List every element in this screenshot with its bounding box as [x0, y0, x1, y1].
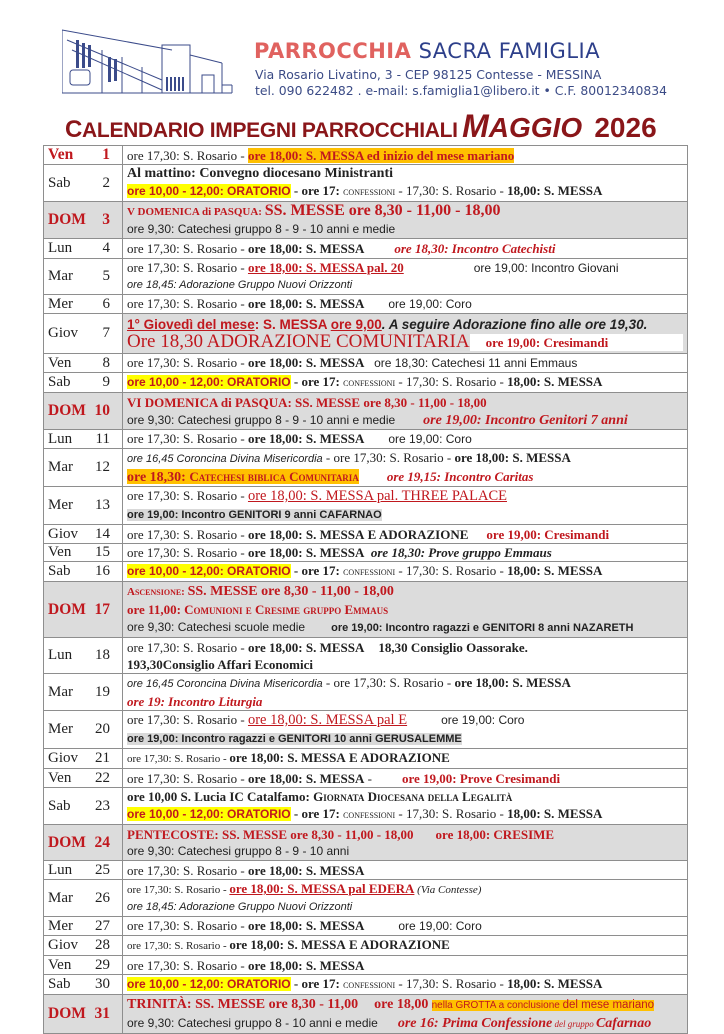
- events-cell: TRINITÀ: SS. MESSE ore 8,30 - 11,00 ore 18,00 nella GROTTA a conclusione del mese mariano ore 9,30: Catechesi gruppo 8 - 10 anni e medie ore 16: Prima Confessione del gruppo Cafarnao: [123, 995, 688, 1034]
- table-row: [44, 202, 688, 239]
- table-row: [44, 295, 688, 314]
- events-cell: ore 10,00 S. Lucia IC Catalfamo: Giornata Diocesana della Legalità ore 10,00 - 12,00: ORATORIO - ore 17: confessioni - 17,30: S. Rosario - 18,00: S. MESSA: [123, 788, 688, 825]
- table-row: [44, 638, 688, 674]
- events-cell: ore 17,30: S. Rosario - ore 18,00: S. MESSA pal. 20 ore 19,00: Incontro Giovani ore 18,45: Adorazione Gruppo Nuovi Orizzonti: [123, 259, 688, 295]
- day-cell: Mar 19: [44, 674, 123, 711]
- day-cell: Mer 6: [44, 295, 123, 314]
- table-row: [44, 449, 688, 487]
- events-cell: ore 17,30: S. Rosario - ore 18,00: S. MESSA pal EDERA (Via Contesse) ore 18,45: Adorazione Gruppo Nuovi Orizzonti: [123, 880, 688, 917]
- table-row: [44, 525, 688, 544]
- events-cell: ore 16,45 Coroncina Divina Misericordia - ore 17,30: S. Rosario - ore 18,00: S. MESSA ore 19: Incontro Liturgia: [123, 674, 688, 711]
- day-cell: Lun 25: [44, 861, 123, 880]
- table-row: [44, 582, 688, 638]
- table-row: [44, 788, 688, 825]
- events-cell: ore 17,30: S. Rosario - ore 18,00: S. MESSA ore 18,30: Prove gruppo Emmaus: [123, 544, 688, 562]
- events-cell: ore 17,30: S. Rosario - ore 18,00: S. MESSA pal. THREE PALACE ore 19,00: Incontro GENITORI 9 anni CAFARNAO: [123, 487, 688, 525]
- day-cell: Sab 9: [44, 373, 123, 393]
- day-cell: Giov 21: [44, 749, 123, 769]
- table-row: [44, 239, 688, 259]
- table-row: [44, 259, 688, 295]
- events-cell: ore 10,00 - 12,00: ORATORIO - ore 17: confessioni - 17,30: S. Rosario - 18,00: S. MESSA: [123, 373, 688, 393]
- table-row: [44, 544, 688, 562]
- table-row: [44, 146, 688, 165]
- events-cell: ore 16,45 Coroncina Divina Misericordia - ore 17,30: S. Rosario - ore 18,00: S. MESSA ore 18,30: Catechesi biblica Comunitaria ore 19,15: Incontro Caritas: [123, 449, 688, 487]
- table-row: [44, 825, 688, 861]
- page-title: CALENDARIO IMPEGNI PARROCCHIALI MAGGIO 2026: [65, 108, 657, 144]
- parish-contacts: tel. 090 622482 . e-mail: s.famiglia1@libero.it • C.F. 80012340834: [255, 83, 668, 98]
- day-cell: Mer 13: [44, 487, 123, 525]
- events-cell: V DOMENICA di PASQUA: SS. MESSE ore 8,30 - 11,00 - 18,00 ore 9,30: Catechesi gruppo 8 - 9 - 10 anni e medie: [123, 202, 688, 239]
- events-cell: ore 17,30: S. Rosario - ore 18,00: S. MESSA ore 19,00: Coro: [123, 917, 688, 936]
- day-cell: Mar 12: [44, 449, 123, 487]
- table-row: [44, 165, 688, 202]
- day-cell: Giov 7: [44, 314, 123, 354]
- day-cell: Sab 2: [44, 165, 123, 202]
- events-cell: ore 17,30: S. Rosario - ore 18,00: S. MESSA: [123, 861, 688, 880]
- events-cell: VI DOMENICA di PASQUA: SS. MESSE ore 8,30 - 11,00 - 18,00 ore 9,30: Catechesi gruppo 8 - 9 - 10 anni e medie ore 19,00: Incontro Genitori 7 anni: [123, 393, 688, 430]
- events-cell: 1° Giovedì del mese: S. MESSA ore 9,00. A seguire Adorazione fino alle ore 19,30. Ore 18,30 ADORAZIONE COMUNITARIA ore 19,00: Cresimandi: [123, 314, 688, 354]
- events-cell: PENTECOSTE: SS. MESSE ore 8,30 - 11,00 - 18,00 ore 18,00: CRESIME ore 9,30: Catechesi gruppo 8 - 9 - 10 anni: [123, 825, 688, 861]
- events-cell: ore 10,00 - 12,00: ORATORIO - ore 17: confessioni - 17,30: S. Rosario - 18,00: S. MESSA: [123, 562, 688, 582]
- table-row: [44, 880, 688, 917]
- day-cell: DOM 31: [44, 995, 123, 1034]
- events-cell: ore 17,30: S. Rosario - ore 18,00: S. MESSA - ore 19,00: Prove Cresimandi: [123, 769, 688, 788]
- events-cell: ore 17,30: S. Rosario - ore 18,00: S. MESSA ore 19,00: Coro: [123, 430, 688, 449]
- events-cell: ore 17,30: S. Rosario - ore 18,00: S. MESSA E ADORAZIONE: [123, 749, 688, 769]
- table-row: [44, 373, 688, 393]
- day-cell: Lun 11: [44, 430, 123, 449]
- table-row: [44, 769, 688, 788]
- day-cell: DOM 17: [44, 582, 123, 638]
- table-row: [44, 995, 688, 1034]
- table-row: [44, 487, 688, 525]
- parish-address: Via Rosario Livatino, 3 - CEP 98125 Contesse - MESSINA: [255, 67, 602, 82]
- day-cell: Lun 4: [44, 239, 123, 259]
- day-cell: DOM 3: [44, 202, 123, 239]
- day-cell: Ven 22: [44, 769, 123, 788]
- day-cell: Sab 23: [44, 788, 123, 825]
- day-cell: Mer 27: [44, 917, 123, 936]
- events-cell: ore 17,30: S. Rosario - ore 18,00: S. MESSA E ADORAZIONE: [123, 936, 688, 956]
- table-row: [44, 749, 688, 769]
- day-cell: Mar 26: [44, 880, 123, 917]
- events-cell: ore 17,30: S. Rosario - ore 18,00: S. MESSA E ADORAZIONE ore 19,00: Cresimandi: [123, 525, 688, 544]
- day-cell: Sab 30: [44, 975, 123, 995]
- events-cell: Al mattino: Convegno diocesano Ministranti ore 10,00 - 12,00: ORATORIO - ore 17: confessioni - 17,30: S. Rosario - 18,00: S. MESSA: [123, 165, 688, 202]
- day-cell: DOM 10: [44, 393, 123, 430]
- day-cell: Ven 1: [44, 146, 123, 165]
- table-row: [44, 861, 688, 880]
- day-cell: DOM 24: [44, 825, 123, 861]
- events-cell: ore 17,30: S. Rosario - ore 18,00: S. MESSA ore 18,30: Incontro Catechisti: [123, 239, 688, 259]
- table-row: [44, 936, 688, 956]
- table-row: [44, 562, 688, 582]
- table-row: [44, 393, 688, 430]
- events-cell: ore 17,30: S. Rosario - ore 18,00: S. MESSA ed inizio del mese mariano: [123, 146, 688, 165]
- table-row: [44, 314, 688, 354]
- day-cell: Giov 14: [44, 525, 123, 544]
- table-row: [44, 956, 688, 975]
- parish-name: PARROCCHIA SACRA FAMIGLIA: [254, 39, 601, 63]
- events-cell: ore 17,30: S. Rosario - ore 18,00: S. MESSA: [123, 956, 688, 975]
- day-cell: Lun 18: [44, 638, 123, 674]
- church-building-logo-icon: [62, 25, 262, 105]
- events-cell: ore 17,30: S. Rosario - ore 18,00: S. MESSA pal E ore 19,00: Coro ore 19,00: Incontro ragazzi e GENITORI 10 anni GERUSALEMME: [123, 711, 688, 749]
- calendar-table: [43, 145, 688, 1034]
- events-cell: Ascensione: SS. MESSE ore 8,30 - 11,00 - 18,00 ore 11,00: Comunioni e Cresime gruppo Emmaus ore 9,30: Catechesi scuole medie ore 19,00: Incontro ragazzi e GENITORI 8 anni NAZARETH: [123, 582, 688, 638]
- table-row: [44, 430, 688, 449]
- events-cell: ore 17,30: S. Rosario - ore 18,00: S. MESSA 18,30 Consiglio Oassorake. 193,30Consiglio Affari Economici: [123, 638, 688, 674]
- table-row: [44, 917, 688, 936]
- events-cell: ore 17,30: S. Rosario - ore 18,00: S. MESSA ore 19,00: Coro: [123, 295, 688, 314]
- day-cell: Ven 8: [44, 354, 123, 373]
- day-cell: Mer 20: [44, 711, 123, 749]
- table-row: [44, 354, 688, 373]
- day-cell: Giov 28: [44, 936, 123, 956]
- day-cell: Ven 15: [44, 544, 123, 562]
- day-cell: Mar 5: [44, 259, 123, 295]
- table-row: [44, 674, 688, 711]
- table-row: [44, 711, 688, 749]
- events-cell: ore 17,30: S. Rosario - ore 18,00: S. MESSA ore 18,30: Catechesi 11 anni Emmaus: [123, 354, 688, 373]
- table-row: [44, 975, 688, 995]
- events-cell: ore 10,00 - 12,00: ORATORIO - ore 17: confessioni - 17,30: S. Rosario - 18,00: S. MESSA: [123, 975, 688, 995]
- day-cell: Sab 16: [44, 562, 123, 582]
- day-cell: Ven 29: [44, 956, 123, 975]
- parish-header: [62, 25, 668, 105]
